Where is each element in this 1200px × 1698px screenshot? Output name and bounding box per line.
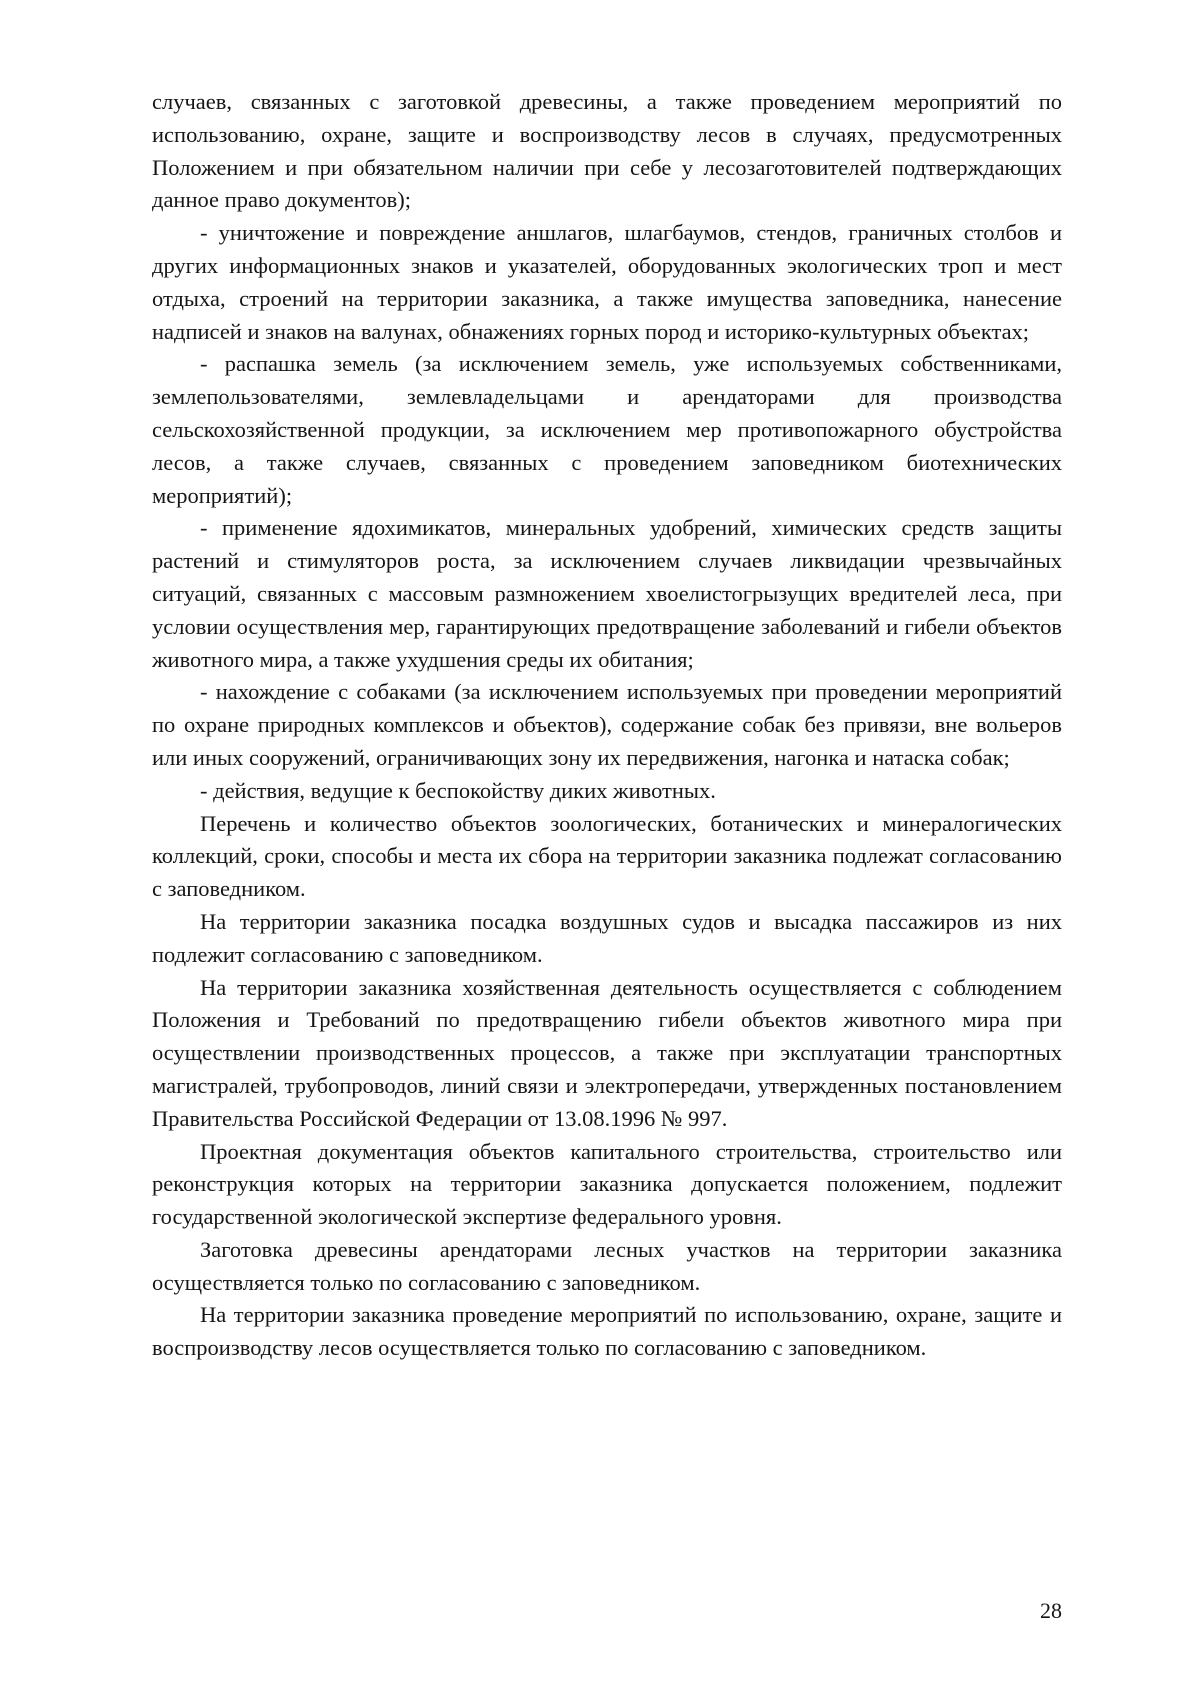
paragraph-project-documentation: Проектная документация объектов капитального строительства, строительство или реконструкция которых на территории заказника допускается положением, подлежит государственной экологической экспертизе федерального уровня.	[152, 1138, 1062, 1230]
paragraph-aircraft: На территории заказника посадка воздушных судов и высадка пассажиров из них подлежит согласованию с заповедником.	[152, 908, 1062, 967]
paragraph-continuation: случаев, связанных с заготовкой древесины, а также проведением мероприятий по использованию, охране, защите и воспроизводству лесов в случаях, предусмотренных Положением и при обязательном наличии при себе у лесозаготовителей подтверждающих данное право документов);	[152, 89, 1062, 213]
paragraph-chemicals: - применение ядохимикатов, минеральных удобрений, химических средств защиты растений и стимуляторов роста, за исключением случаев ликвидации чрезвычайных ситуаций, связанных с массовым размножением хвоелистогрызущих вредителей леса, при условии осуществления мер, гарантирующих предотвращение заболеваний и гибели объектов животного мира, а также ухудшения среды их обитания;	[152, 515, 1062, 672]
paragraph-signs-damage: - уничтожение и повреждение аншлагов, шлагбаумов, стендов, граничных столбов и других информационных знаков и указателей, оборудованных экологических троп и мест отдыха, строений на территории заказника, а также имущества заповедника, нанесение надписей и знаков на валунах, обнажениях горных пород и историко-культурных объектах;	[152, 220, 1062, 344]
paragraph-forest-measures: На территории заказника проведение мероприятий по использованию, охране, защите и воспроизводству лесов осуществляется только по согласованию с заповедником.	[152, 1302, 1062, 1361]
document-body	[152, 86, 1062, 1365]
paragraph-dogs: - нахождение с собаками (за исключением используемых при проведении мероприятий по охране природных комплексов и объектов), содержание собак без привязи, вне вольеров или иных сооружений, ограничивающих зону их передвижения, нагонка и натаска собак;	[152, 679, 1062, 770]
paragraph-disturbance: - действия, ведущие к беспокойству диких животных.	[200, 777, 716, 803]
paragraph-collections: Перечень и количество объектов зоологических, ботанических и минералогических коллекций, сроки, способы и места их сбора на территории заказника подлежат согласованию с заповедником.	[152, 810, 1062, 902]
paragraph-land-plowing: - распашка земель (за исключением земель, уже используемых собственниками, землепользователями, землевладельцами и арендаторами для производства сельскохозяйственной продукции, за исключением мер противопожарного обустройства лесов, а также случаев, связанных с проведением заповедником биотехнических мероприятий);	[152, 351, 1062, 508]
page-number: 28	[1040, 1598, 1062, 1623]
paragraph-economic-activity: На территории заказника хозяйственная деятельность осуществляется с соблюдением Положения и Требований по предотвращению гибели объектов животного мира при осуществлении производственных процессов, а также при эксплуатации транспортных магистралей, трубопроводов, линий связи и электропередачи, утвержденных постановлением Правительства Российской Федерации от 13.08.1996 № 997.	[152, 974, 1062, 1131]
paragraph-timber-harvesting: Заготовка древесины арендаторами лесных участков на территории заказника осуществляется только по согласованию с заповедником.	[152, 1236, 1062, 1295]
